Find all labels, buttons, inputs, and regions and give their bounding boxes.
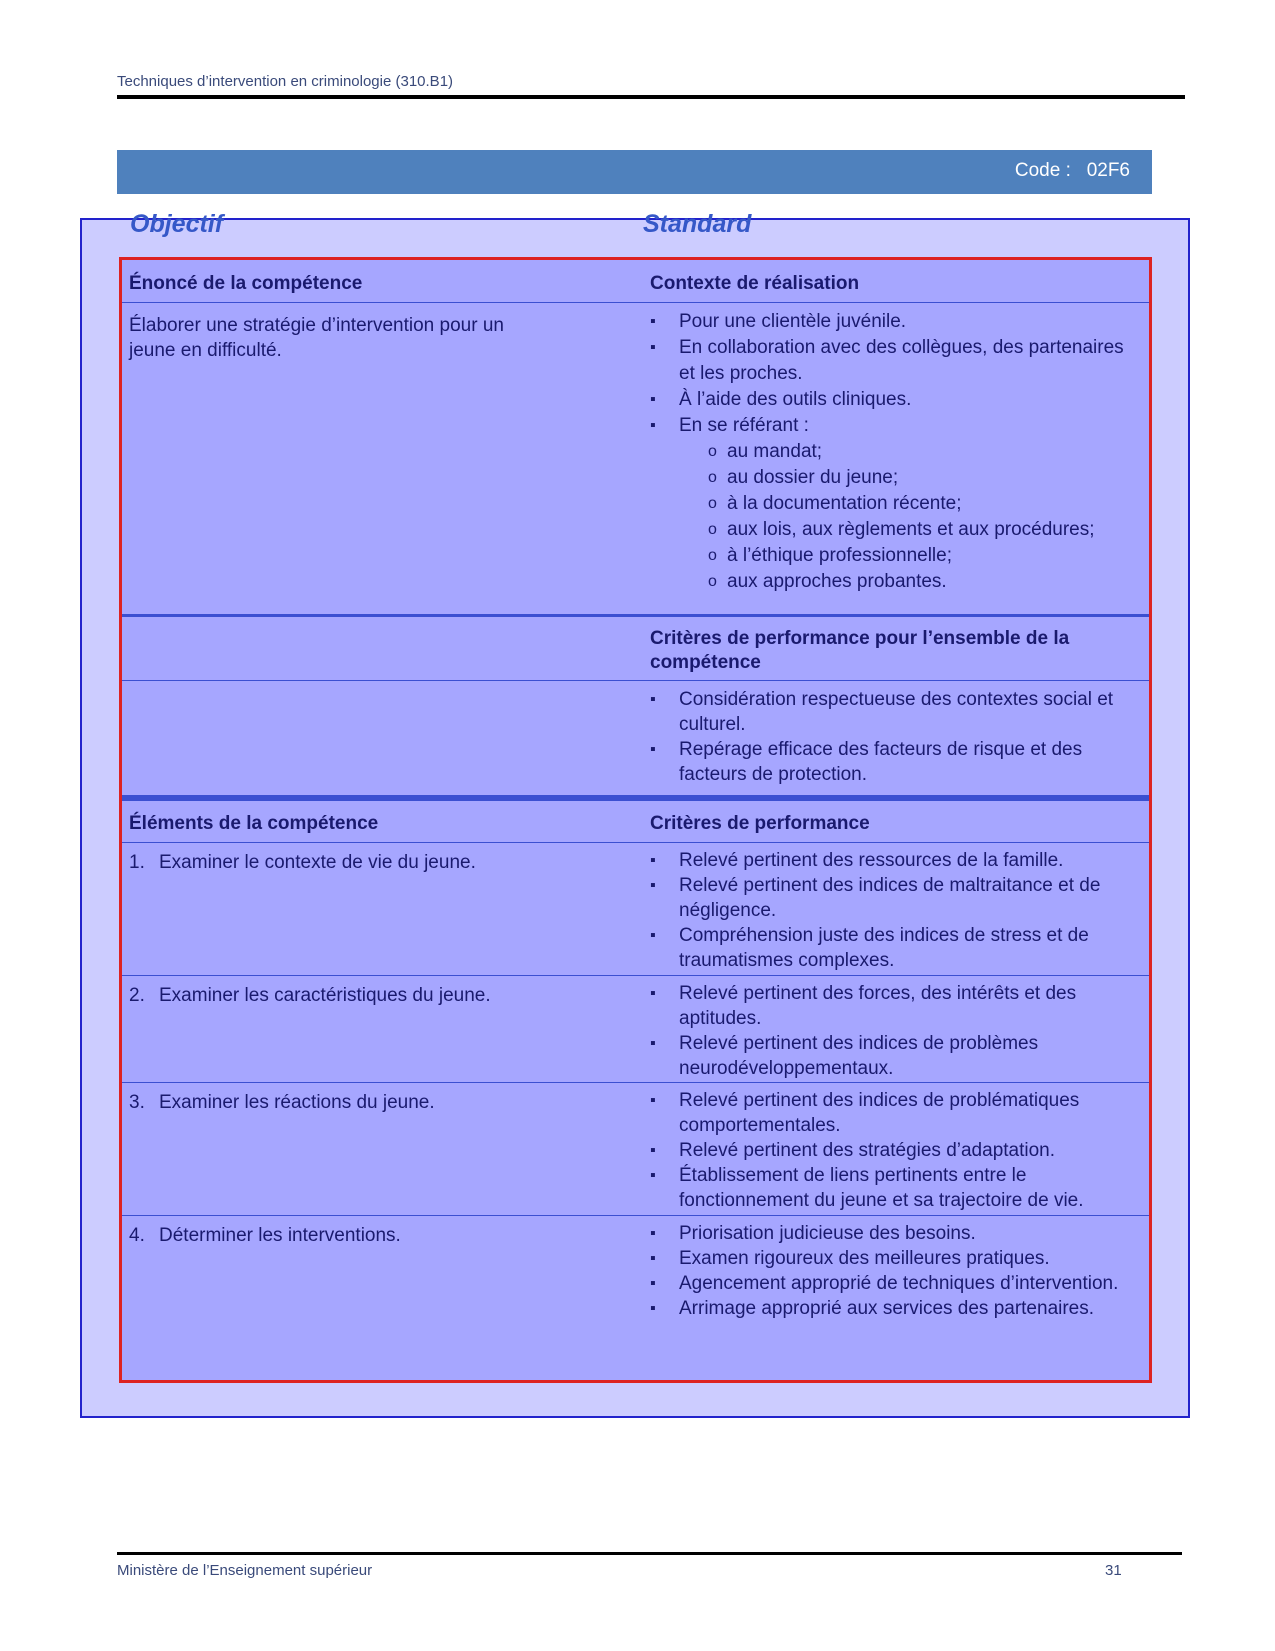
contexte-list bbox=[650, 309, 1140, 595]
element-row bbox=[122, 1215, 1149, 1380]
criterion-item: ▪ Relevé pertinent des indices de problématiques comportementales. bbox=[650, 1088, 1140, 1138]
element-text: Examiner le contexte de vie du jeune. bbox=[159, 852, 476, 873]
contexte-subitem: o à l’éthique professionnelle; bbox=[703, 543, 1140, 569]
criterion-item: ▪ Arrimage approprié aux services des partenaires. bbox=[650, 1296, 1140, 1321]
enonce-contexte-row bbox=[122, 302, 1149, 614]
criterion-item: ▪ Examen rigoureux des meilleures pratiques. bbox=[650, 1246, 1140, 1271]
objectif-heading: Objectif bbox=[130, 210, 224, 238]
contexte-item bbox=[650, 413, 1140, 595]
criteres-performance-heading: Critères de performance bbox=[650, 813, 870, 834]
enonce-heading: Énoncé de la compétence bbox=[129, 273, 363, 294]
page-number: 31 bbox=[1105, 1562, 1122, 1579]
criterion-item: ▪ Relevé pertinent des ressources de la famille. bbox=[650, 848, 1140, 873]
criterion-item: ▪ Établissement de liens pertinents entre le fonctionnement du jeune et sa trajectoire de vie. bbox=[650, 1163, 1140, 1213]
footer-rule bbox=[117, 1552, 1182, 1555]
competency-table bbox=[119, 257, 1152, 1383]
elements-heading-row bbox=[122, 795, 1149, 842]
element-label bbox=[129, 1223, 634, 1248]
element-criteria bbox=[650, 981, 1140, 1081]
criterion-item: ▪ Priorisation judicieuse des besoins. bbox=[650, 1221, 1140, 1246]
contexte-subitem: o à la documentation récente; bbox=[703, 491, 1140, 517]
criterion-item: ▪ Compréhension juste des indices de stress et de traumatismes complexes. bbox=[650, 923, 1140, 973]
element-row bbox=[122, 975, 1149, 1082]
footer-ministry: Ministère de l’Enseignement supérieur bbox=[117, 1562, 373, 1579]
contexte-item: ▪ En collaboration avec des collègues, des partenaires et les proches. bbox=[650, 335, 1140, 387]
contexte-subitem: o aux lois, aux règlements et aux procédures; bbox=[703, 517, 1140, 543]
element-number: 2. bbox=[129, 985, 145, 1006]
element-row bbox=[122, 842, 1149, 975]
element-text: Déterminer les interventions. bbox=[159, 1225, 401, 1246]
criterion-item: ▪ Agencement approprié de techniques d’intervention. bbox=[650, 1271, 1140, 1296]
element-row bbox=[122, 1082, 1149, 1215]
critere-ensemble-item: ▪ Repérage efficace des facteurs de risque et des facteurs de protection. bbox=[650, 737, 1140, 787]
header-rule bbox=[117, 95, 1185, 99]
elements-heading: Éléments de la compétence bbox=[129, 813, 379, 834]
element-criteria bbox=[650, 1088, 1140, 1213]
competency-code: Code : 02F6 bbox=[1014, 160, 1130, 181]
enonce-text-line: Élaborer une stratégie d’intervention pour un bbox=[129, 315, 504, 336]
contexte-subitem: o au dossier du jeune; bbox=[703, 465, 1140, 491]
contexte-subitem: o au mandat; bbox=[703, 439, 1140, 465]
criteres-ensemble-list bbox=[650, 687, 1140, 787]
contexte-item-text: En se référant : bbox=[679, 415, 809, 436]
criterion-item: ▪ Relevé pertinent des forces, des intérêts et des aptitudes. bbox=[650, 981, 1140, 1031]
competency-code-bar bbox=[117, 150, 1152, 194]
element-label bbox=[129, 983, 634, 1008]
element-criteria bbox=[650, 1221, 1140, 1321]
contexte-subitem: o aux approches probantes. bbox=[703, 569, 1140, 595]
element-text: Examiner les caractéristiques du jeune. bbox=[159, 985, 491, 1006]
criterion-item: ▪ Relevé pertinent des stratégies d’adaptation. bbox=[650, 1138, 1140, 1163]
criteres-ensemble-heading: Critères de performance pour l’ensemble de la compétence bbox=[650, 628, 1070, 673]
document-header-title: Techniques d’intervention en criminologie (310.B1) bbox=[117, 73, 454, 90]
element-number: 3. bbox=[129, 1092, 145, 1113]
contexte-item: ▪ À l’aide des outils cliniques. bbox=[650, 387, 1140, 413]
table-heading-row bbox=[122, 260, 1149, 302]
element-number: 4. bbox=[129, 1225, 145, 1246]
standard-heading: Standard bbox=[643, 210, 752, 238]
enonce-text-line: jeune en difficulté. bbox=[129, 340, 282, 361]
element-label bbox=[129, 1090, 634, 1115]
criterion-item: ▪ Relevé pertinent des indices de maltraitance et de négligence. bbox=[650, 873, 1140, 923]
contexte-item: ▪ Pour une clientèle juvénile. bbox=[650, 309, 1140, 335]
element-text: Examiner les réactions du jeune. bbox=[159, 1092, 435, 1113]
element-criteria bbox=[650, 848, 1140, 973]
element-number: 1. bbox=[129, 852, 145, 873]
element-label bbox=[129, 850, 634, 875]
contexte-heading: Contexte de réalisation bbox=[650, 273, 860, 294]
criterion-item: ▪ Relevé pertinent des indices de problèmes neurodéveloppementaux. bbox=[650, 1031, 1140, 1081]
critere-ensemble-item: ▪ Considération respectueuse des contextes social et culturel. bbox=[650, 687, 1140, 737]
criteres-ensemble-row bbox=[122, 680, 1149, 795]
enonce-text bbox=[129, 313, 634, 363]
criteres-ensemble-heading-row bbox=[122, 614, 1149, 680]
